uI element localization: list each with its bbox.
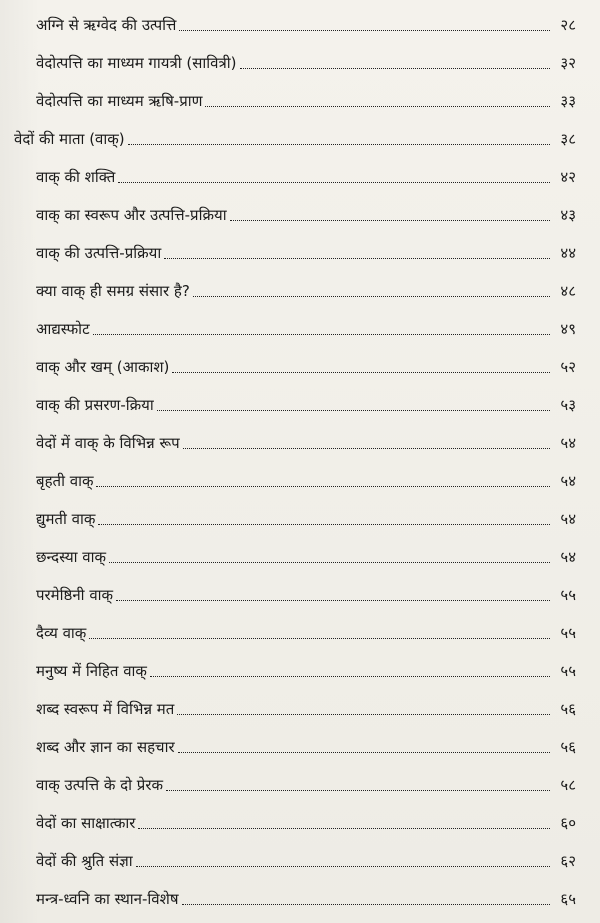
dot-leader (109, 562, 550, 563)
toc-entry (36, 538, 576, 566)
toc-entry-page: ४८ (560, 282, 576, 300)
toc-section-heading (14, 120, 576, 148)
dot-leader (138, 828, 550, 829)
dot-leader (205, 106, 550, 107)
toc-entry-page: ४३ (560, 206, 576, 224)
toc-entry-page: ५८ (560, 776, 576, 794)
dot-leader (179, 30, 550, 31)
dot-leader (166, 790, 550, 791)
toc-entry-title: दैव्य वाक् (36, 624, 87, 642)
toc-entry-title: वेदों में वाक् के विभिन्न रूप (36, 434, 180, 452)
toc-entry-title: वाक् की उत्पत्ति-प्रक्रिया (36, 244, 162, 262)
dot-leader (89, 638, 550, 639)
dot-leader (96, 486, 550, 487)
toc-entry-page: ३२ (560, 54, 576, 72)
dot-leader (98, 524, 550, 525)
dot-leader (240, 68, 550, 69)
toc-entry-page: ५४ (560, 510, 576, 528)
toc-entry-title: वेदों की माता (वाक्) (14, 130, 125, 148)
dot-leader (193, 296, 550, 297)
toc-entry (36, 424, 576, 452)
toc-entry (36, 728, 576, 756)
toc-entry-page: ६५ (560, 890, 576, 908)
toc-entry-title: वेदोत्पत्ति का माध्यम गायत्री (सावित्री) (36, 54, 237, 72)
dot-leader (178, 752, 550, 753)
toc-entry-title: मन्त्र-ध्वनि का स्थान-विशेष (36, 890, 179, 908)
toc-entry (36, 804, 576, 832)
toc-entry-title: वेदों की श्रुति संज्ञा (36, 852, 133, 870)
toc-entry-page: ३८ (560, 130, 576, 148)
toc-entry-title: परमेष्ठिनी वाक् (36, 586, 114, 604)
dot-leader (93, 334, 550, 335)
toc-entry-title: वाक् की शक्ति (36, 168, 116, 186)
toc-entry-page: ५४ (560, 434, 576, 452)
toc-entry-page: ५५ (560, 624, 576, 642)
dot-leader (177, 714, 550, 715)
toc-entry (36, 348, 576, 376)
toc-entry-title: वाक् का स्वरूप और उत्पत्ति-प्रक्रिया (36, 206, 227, 224)
dot-leader (172, 372, 550, 373)
toc-entry-page: ५३ (560, 396, 576, 414)
toc-entry-page: ५६ (560, 700, 576, 718)
toc-entry (36, 652, 576, 680)
toc-entry-title: अग्नि से ऋग्वेद की उत्पत्ति (36, 16, 177, 34)
toc-entry-page: ४२ (560, 168, 576, 186)
toc-entry-page: ६२ (560, 852, 576, 870)
dot-leader (128, 144, 550, 145)
toc-entry-title: वेदों का साक्षात्कार (36, 814, 136, 832)
toc-entry-title: छन्दस्या वाक् (36, 548, 107, 566)
dot-leader (157, 410, 550, 411)
toc-entry (36, 386, 576, 414)
toc-entry (36, 44, 576, 72)
toc-entry (36, 82, 576, 110)
toc-entry-page: ६० (560, 814, 576, 832)
toc-entry (36, 196, 576, 224)
toc-entry-title: द्युमती वाक् (36, 510, 96, 528)
dot-leader (164, 258, 550, 259)
dot-leader (118, 182, 550, 183)
toc-entry (36, 690, 576, 718)
toc-entry-page: ५४ (560, 548, 576, 566)
dot-leader (230, 220, 550, 221)
toc-entry-title: बृहती वाक् (36, 472, 94, 490)
dot-leader (182, 904, 550, 905)
toc-entry-page: ५५ (560, 586, 576, 604)
toc-entry (36, 6, 576, 34)
toc-entry-title: शब्द और ज्ञान का सहचार (36, 738, 175, 756)
toc-entry-page: ४४ (560, 244, 576, 262)
toc-entry (36, 576, 576, 604)
toc-entry-page: ५४ (560, 472, 576, 490)
dot-leader (136, 866, 550, 867)
toc-entry-page: ५२ (560, 358, 576, 376)
toc-entry (36, 614, 576, 642)
toc-entry (36, 272, 576, 300)
toc-entry (36, 500, 576, 528)
toc-entry (36, 310, 576, 338)
toc-entry-title: वेदोत्पत्ति का माध्यम ऋषि-प्राण (36, 92, 203, 110)
dot-leader (150, 676, 550, 677)
toc-entry-title: वाक् की प्रसरण-क्रिया (36, 396, 154, 414)
toc-entry-title: वाक् और खम् (आकाश) (36, 358, 170, 376)
toc-entry-page: ४९ (560, 320, 576, 338)
dot-leader (183, 448, 550, 449)
toc-entry-page: ५६ (560, 738, 576, 756)
toc-entry (36, 880, 576, 908)
toc-entry-title: मनुष्य में निहित वाक् (36, 662, 147, 680)
toc-entry (36, 766, 576, 794)
toc-entry-title: आद्यस्फोट (36, 320, 90, 338)
toc-entry (36, 158, 576, 186)
toc-entry-page: ५५ (560, 662, 576, 680)
toc-entry-page: ३३ (560, 92, 576, 110)
toc-entry (36, 842, 576, 870)
toc-entry-title: वाक् उत्पत्ति के दो प्रेरक (36, 776, 163, 794)
toc-entry (36, 462, 576, 490)
toc-entry (36, 234, 576, 262)
dot-leader (116, 600, 550, 601)
toc-entry-page: २८ (560, 16, 576, 34)
toc-entry-title: क्या वाक् ही समग्र संसार है? (36, 282, 190, 300)
toc-entry-title: शब्द स्वरूप में विभिन्न मत (36, 700, 175, 718)
